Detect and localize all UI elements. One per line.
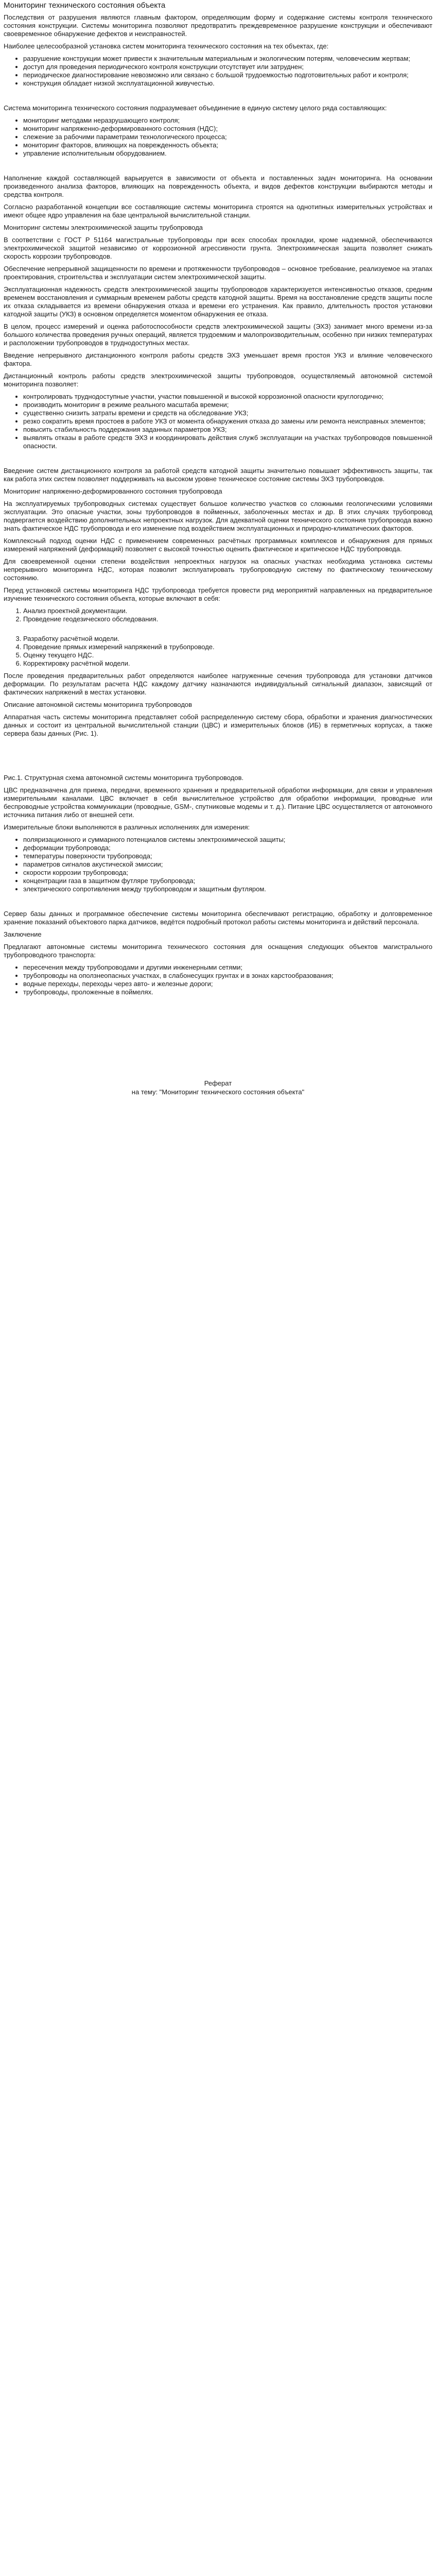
paragraph: Мониторинг напряженно-деформированного состояния трубопровода xyxy=(4,487,222,495)
paragraph: Система мониторинга технического состояния подразумевает объединение в единую систему целого ряда составляющих: xyxy=(4,104,387,112)
paragraph: Комплексный подход оценки НДС с применением современных расчётных программных комплексов и обнаружения для прямых измерений напряжений (деформаций) позволяет с высокой точностью оценить фактическое и критическое НДС трубопровода. xyxy=(4,537,432,553)
list-item: • производить мониторинг в режиме реального масштаба времени; xyxy=(23,401,432,409)
list-item: • периодическое диагностирование невозможно или связано с большой трудоемкостью подготовительных работ и контроля; xyxy=(23,71,432,79)
paragraph: После проведения предварительных работ определяются наиболее нагруженные сечения трубопровода для установки датчиков деформации. По результатам расчета НДС каждому датчику назначаются индивидуальный сигнальный диапазон, зависящий от фактических напряжений в местах установки. xyxy=(4,672,432,696)
bullet-list xyxy=(4,836,432,893)
list-item: • слежение за рабочими параметрами технологического процесса; xyxy=(23,133,432,141)
paragraph: Измерительные блоки выполняются в различных исполнениях для измерения: xyxy=(4,823,250,831)
blank-space xyxy=(4,454,432,467)
footer-subtitle: на тему: "Мониторинг технического состояния объекта" xyxy=(131,1088,305,1096)
paragraph: ЦВС предназначена для приема, передачи, временного хранения и предварительной обработки информации, для связи и управления измерительными каналами. ЦВС включает в себя вычислительное устройство для обработки информации, проводные или беспроводные устройства коммуникации (проводные, GSM-, спутниковые модемы и т. д.). Питание ЦВС осуществляется от автономного источника питания либо от внешней сети. xyxy=(4,786,432,819)
paragraph: Введение непрерывного дистанционного контроля работы средств ЭХЗ уменьшает время простоя УКЗ и влияние человеческого фактора. xyxy=(4,351,432,367)
bullet-list xyxy=(4,55,432,88)
numbered-list xyxy=(4,607,432,623)
paragraph: Описание автономной системы мониторинга трубопроводов xyxy=(4,701,193,708)
blank-space xyxy=(4,742,432,774)
list-item: • доступ для проведения периодического контроля конструкции отсутствует или затруднен; xyxy=(23,63,432,71)
list-item: 1. Анализ проектной документации. xyxy=(23,607,432,615)
list-item: • температуры поверхности трубопровода; xyxy=(23,852,432,860)
paragraph: Перед установкой системы мониторинга НДС трубопровода требуется провести ряд мероприятий направленных на предварительное изучение технического состояния объекта, которые включают в себя: xyxy=(4,586,432,602)
blank-space xyxy=(4,897,432,910)
paragraph: Сервер базы данных и программное обеспечение системы мониторинга обеспечивают регистрацию, обработку и долговременное хранение показаний объектового парка датчиков, ведётся подробный протокол работы системы мониторинга и действий персонала. xyxy=(4,910,432,926)
list-item: • поляризационного и суммарного потенциалов системы электрохимической защиты; xyxy=(23,836,432,844)
paragraph: Аппаратная часть системы мониторинга представляет собой распределенную систему сбора, обработки и хранения диагностических данных и состоит из центральной вычислительной станции (ЦВС) и измерительных блоков (ИБ) в герметичных корпусах, а также сервера базы данных (Рис. 1). xyxy=(4,713,432,737)
blank-space xyxy=(4,162,432,174)
bullet-list xyxy=(4,963,432,996)
list-item: • параметров сигналов акустической эмиссии; xyxy=(23,860,432,869)
blank-space xyxy=(4,92,432,104)
numbered-list xyxy=(4,635,432,668)
paragraph: Согласно разработанной концепции все составляющие системы мониторинга строятся на однотипных измерительных устройствах и имеют общее ядро управления на базе центральной вычислительной станции. xyxy=(4,203,432,219)
paragraph: Последствия от разрушения являются главным фактором, определяющим форму и содержание системы контроля технического состояния конструкции. Системы мониторинга позволяют предотвратить преждевременное разрушение конструкции и обеспечивают своевременное обнаружение дефектов и неисправностей. xyxy=(4,13,432,38)
list-item: • трубопроводы, проложенные в поймелях. xyxy=(23,988,432,996)
paragraph: Мониторинг системы электрохимической защиты трубопровода xyxy=(4,224,203,231)
paragraph: Эксплуатационная надежность средств электрохимической защиты трубопроводов характеризуется интенсивностью отказов, средним временем восстановления и суммарным временем работы средств катодной защиты. Время на восстановление средств защиты после их отказа складывается из времени обнаружения отказа и времени его устранения. Как правило, длительность простоя установки катодной защиты (УКЗ) в основном определяется моментом обнаружения ее отказа. xyxy=(4,285,432,318)
bullet-list xyxy=(4,116,432,158)
list-item: • существенно снизить затраты времени и средств на обследование УКЗ; xyxy=(23,409,432,417)
paragraph: Введение систем дистанционного контроля за работой средств катодной защиты значительно повышает эффективность защиты, так как работа этих систем позволяет поддерживать на высоком уровне техническое состояние системы ЭХЗ трубопроводов. xyxy=(4,467,432,483)
list-item: • пересечения между трубопроводами и другими инженерными сетями; xyxy=(23,963,432,972)
list-item: • разрушение конструкции может привести к значительным материальным и экологическим потерям, человеческим жертвам; xyxy=(23,55,432,63)
list-item: 6. Корректировку расчётной модели. xyxy=(23,659,432,668)
paragraph: В соответствии с ГОСТ Р 51164 магистральные трубопроводы при всех способах прокладки, кроме надземной, обеспечиваются электрохимической защитой независимо от коррозионной агрессивности грунта. Электрохимическая защита позволяет снижать скорость коррозии трубопроводов. xyxy=(4,236,432,260)
paragraph: Рис.1. Структурная схема автономной системы мониторинга трубопроводов. xyxy=(4,774,244,782)
footer-title: Реферат xyxy=(204,1079,232,1087)
list-item: • концентрации газа в защитном футляре трубопровода; xyxy=(23,877,432,885)
list-item: 2. Проведение геодезического обследования. xyxy=(23,615,432,623)
paragraph: Для своевременной оценки степени воздействия непроектных нагрузок на опасных участках необходима установка системы непрерывного мониторинга НДС, которая позволит эксплуатировать трубопроводную систему по фактическому техническому состоянию. xyxy=(4,557,432,582)
list-item: • мониторинг факторов, влияющих на поврежденность объекта; xyxy=(23,141,432,149)
paragraph: Предлагают автономные системы мониторинга технического состояния для оснащения следующих объектов магистрального трубопроводного транспорта: xyxy=(4,943,432,959)
list-item: • водные переходы, переходы через авто- и железные дороги; xyxy=(23,980,432,988)
list-item: • мониторинг напряженно-деформированного состояния (НДС); xyxy=(23,125,432,133)
list-item: 3. Разработку расчётной модели. xyxy=(23,635,432,643)
list-item: • конструкция обладает низкой эксплуатационной живучестью. xyxy=(23,79,432,88)
list-item: • контролировать труднодоступные участки, участки повышенной и высокой коррозионной опасности круглогодично; xyxy=(23,393,432,401)
list-item: 4. Проведение прямых измерений напряжений в трубопроводе. xyxy=(23,643,432,651)
list-item: • деформации трубопровода; xyxy=(23,844,432,852)
list-item: • мониторинг методами неразрушающего контроля; xyxy=(23,116,432,125)
bullet-list xyxy=(4,393,432,450)
list-item: • резко сократить время простоев в работе УКЗ от момента обнаружения отказа до замены или ремонта неисправных элементов; xyxy=(23,417,432,426)
paragraph: Наполнение каждой составляющей варьируется в зависимости от объекта и поставленных задач мониторинга. На основании произведенного анализа факторов, влияющих на поврежденность объекта, и видов дефектов конструкции выбираются методы и средства контроля. xyxy=(4,174,432,198)
list-item: 5. Оценку текущего НДС. xyxy=(23,651,432,659)
paragraph: Обеспечение непрерывной защищенности по времени и протяженности трубопроводов – основное требование, реализуемое на этапах проектирования, строительства и эксплуатации систем электрохимической защиты. xyxy=(4,265,432,281)
list-item: • скорости коррозии трубопровода; xyxy=(23,869,432,877)
list-item: • повысить стабильность поддержания заданных параметров УКЗ; xyxy=(23,426,432,434)
page-title: Мониторинг технического состояния объекта xyxy=(4,1,166,10)
paragraph: Дистанционный контроль работы средств электрохимической защиты трубопроводов, осуществляемый автономной системой мониторинга позволяет: xyxy=(4,372,432,388)
list-item: • электрического сопротивления между трубопроводом и защитным футляром. xyxy=(23,885,432,893)
paragraph: На эксплуатируемых трубопроводных системах существует большое количество участков со сложными геологическими условиями эксплуатации. Это опасные участки, зоны трубопроводов в пойменных, заболоченных местах и др. В этих случаях трубопровод подвергается воздействию дополнительных непроектных нагрузок. Для адекватной оценки технического состояния трубопровода важно знать фактическое НДС трубопровода и его изменение под воздействием эксплуатационных и природно-климатических факторов. xyxy=(4,500,432,532)
paragraph: Заключение xyxy=(4,930,42,938)
document xyxy=(0,1,436,1112)
paragraph: Наиболее целесообразной установка систем мониторинга технического состояния на тех объектах, где: xyxy=(4,42,329,50)
list-item: • выявлять отказы в работе средств ЭХЗ и координировать действия служб эксплуатации на участках трубопроводов повышенной опасности. xyxy=(23,434,432,450)
list-item: • трубопроводы на оползнеопасных участках, в слабонесущих грунтах и в зонах карстообразования; xyxy=(23,972,432,980)
document-body xyxy=(4,13,432,996)
paragraph: В целом, процесс измерений и оценка работоспособности средств электрохимической защиты (ЭХЗ) занимает много времени из-за большого количества проведения ручных операций, является трудоемким и малопроизводительным, особенно при низких температурах и расположении трубопроводов в труднодоступных местах. xyxy=(4,323,432,347)
list-item: • управление исполнительным оборудованием. xyxy=(23,149,432,158)
document-footer xyxy=(4,1079,432,1096)
